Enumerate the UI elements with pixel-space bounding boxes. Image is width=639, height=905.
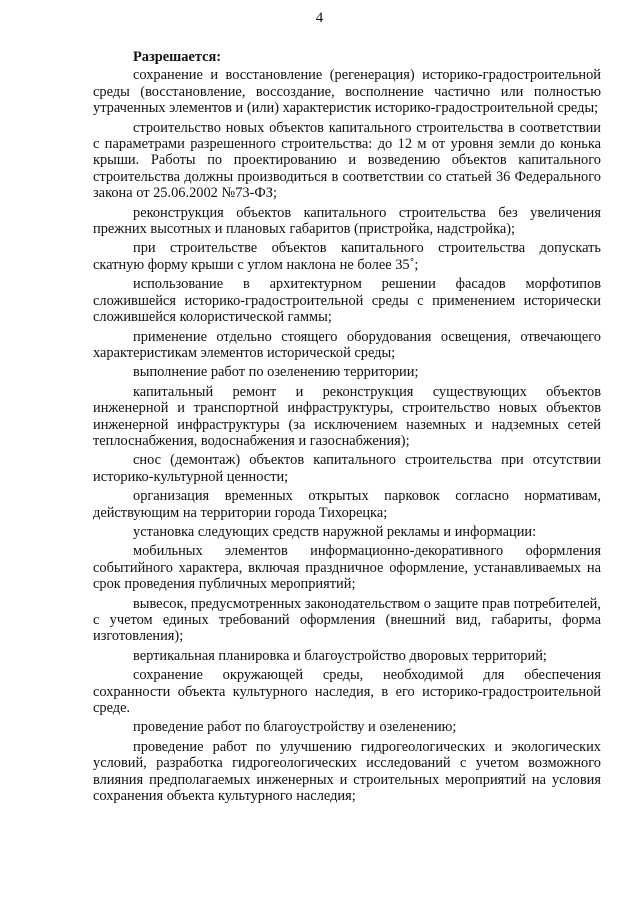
section-heading: Разрешается:	[133, 49, 222, 65]
paragraph: мобильных элементов информационно-декоративного оформления событийного характера, включая праздничное оформление, устанавливаемых на срок проведения публичных мероприятий;	[93, 543, 601, 593]
paragraph: сохранение и восстановление (регенерация) историко-градостроительной среды (восстановление, воссоздание, восполнение частично или полностью утраченных элементов и (или) характеристик историко-градостроительной среды;	[93, 67, 601, 117]
paragraph: применение отдельно стоящего оборудования освещения, отвечающего характеристикам элементов исторической среды;	[93, 328, 601, 361]
paragraph: использование в архитектурном решении фасадов морфотипов сложившейся историко-градостроительной среды с применением исторически сложившейся колористической гаммы;	[93, 276, 601, 326]
paragraph: сохранение окружающей среды, необходимой для обеспечения сохранности объекта культурного наследия, в его историко-градостроительной среде.	[93, 667, 601, 717]
paragraph: установка следующих средств наружной рекламы и информации:	[133, 523, 537, 540]
paragraph: выполнение работ по озеленению территории;	[133, 364, 419, 381]
page-number: 4	[315, 10, 324, 26]
paragraph: строительство новых объектов капитального строительства в соответствии с параметрами разрешенного строительства: до 12 м от уровня земли до конька крыши. Работы по проектированию и возведению объектов капитального строительства должны производиться в соответствии со статьей 36 Федерального закона от 25.06.2002 №73-ФЗ;	[93, 119, 601, 202]
paragraph: проведение работ по улучшению гидрогеологических и экологических условий, разработка гидрогеологических исследований с учетом возможного влияния предполагаемых инженерных и строительных мероприятий на условия сохранения объекта культурного наследия;	[93, 738, 601, 805]
paragraph: проведение работ по благоустройству и озеленению;	[133, 719, 457, 736]
paragraph: реконструкция объектов капитального строительства без увеличения прежних высотных и плановых габаритов (пристройка, надстройка);	[93, 204, 601, 238]
paragraph: вертикальная планировка и благоустройство дворовых территорий;	[133, 647, 547, 664]
paragraph: капитальный ремонт и реконструкция существующих объектов инженерной и транспортной инфраструктуры, строительство новых объектов инженерной инфраструктуры (за исключением наземных и надземных сетей теплоснабжения, водоснабжения и газоснабжения);	[93, 383, 601, 449]
paragraph: вывесок, предусмотренных законодательством о защите прав потребителей, с учетом единых требований оформления (внешний вид, габариты, форма изготовления);	[93, 595, 601, 645]
document-body	[93, 49, 601, 807]
paragraph: при строительстве объектов капитального строительства допускать скатную форму крыши с углом наклона не более 35˚;	[93, 240, 601, 273]
paragraph: организация временных открытых парковок согласно нормативам, действующим на территории города Тихорецка;	[93, 488, 601, 521]
paragraph: снос (демонтаж) объектов капитального строительства при отсутствии историко-культурной ценности;	[93, 452, 601, 485]
